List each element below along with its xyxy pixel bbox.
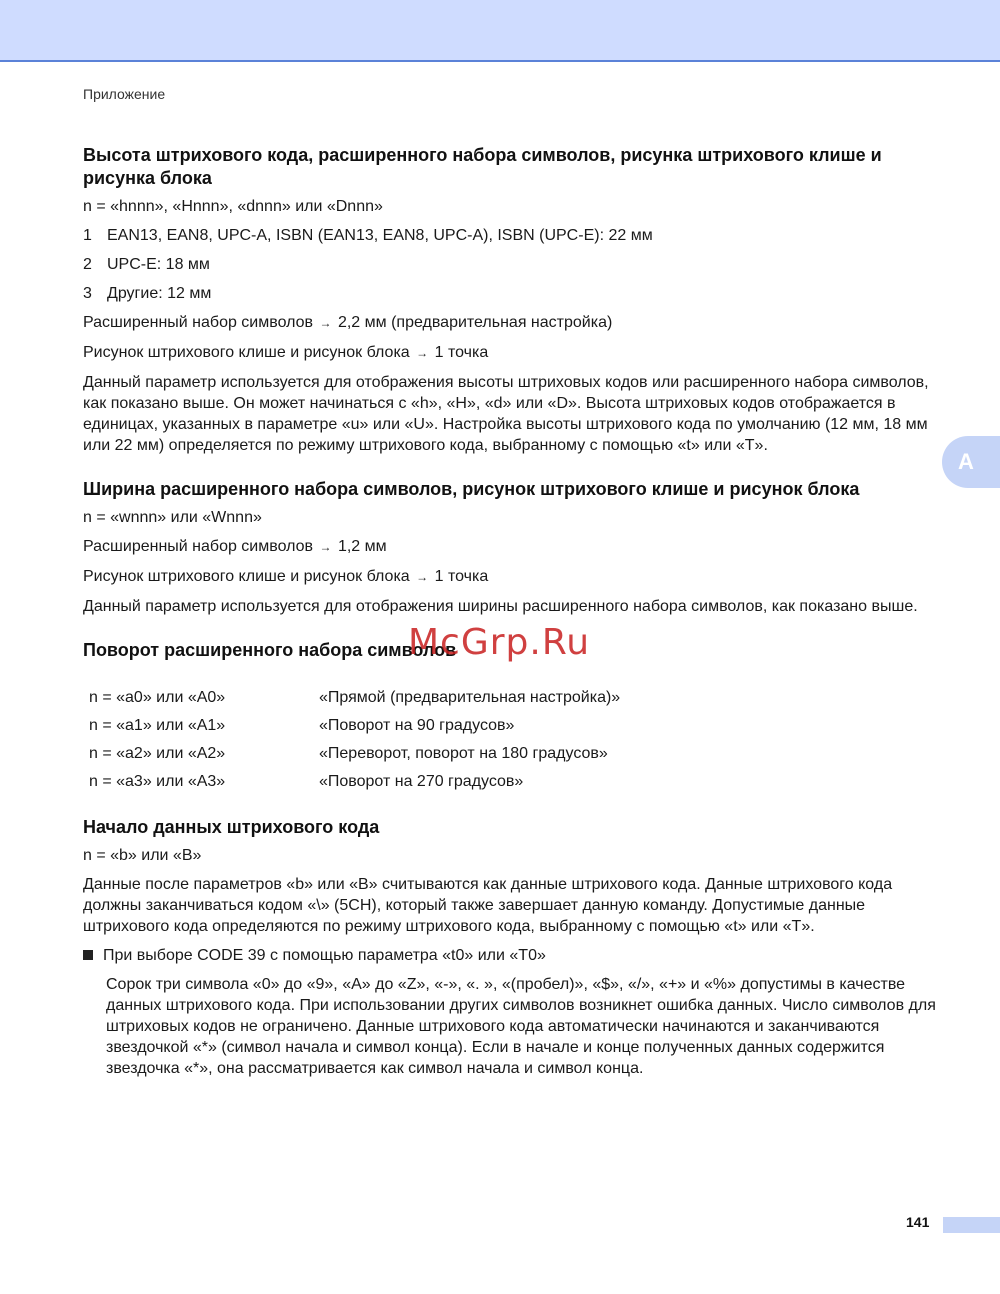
arrow-right-icon: →: [416, 346, 429, 360]
param-data-start: n = «b» или «B»: [83, 847, 202, 864]
section-title-height: Высота штрихового кода, расширенного набора символов, рисунка штрихового клише и рисунка блока: [83, 145, 882, 188]
bullet-item: При выборе CODE 39 с помощью параметра «t0» или «T0»: [83, 945, 943, 966]
table-row: n = «a1» или «A1» «Поворот на 90 градусов»: [89, 717, 515, 734]
description-height: Данный параметр используется для отображения высоты штриховых кодов или расширенного набора символов, как показано выше. Он может начинаться с «h», «H», «d» или «D». Высота штриховых кодов отображается в единицах, указанных в параметре «u» или «U». Настройка высоты штрихового кода по умолчанию (12 мм, 18 мм или 22 мм) определяется по режиму штрихового кода, выбранному с помощью «t» или «T».: [83, 374, 929, 454]
ext-charset-height: Расширенный набор символов → 2,2 мм (предварительная настройка): [83, 314, 613, 331]
chapter-tab: A: [942, 436, 1000, 488]
list-item: 3 Другие: 12 мм: [83, 285, 212, 302]
param-height: n = «hnnn», «Hnnn», «dnnn» или «Dnnn»: [83, 198, 383, 215]
param-width: n = «wnnn» или «Wnnn»: [83, 509, 262, 526]
bullet-description: Сорок три символа «0» до «9», «A» до «Z», «-», «. », «(пробел)», «$», «/», «+» и «%» допустимы в качестве данных штрихового кода. При использовании других символов возникнет ошибка данных. Число символов для штриховых кодов не ограничено. Данные штрихового кода автоматически начинаются и заканчиваются звездочкой «*» (символ начала и символ конца). Если в начале и конце полученных данных содержится звездочка «*», она рассматривается как символ начала и символ конца.: [106, 976, 936, 1077]
page-number: 141: [906, 1214, 930, 1230]
section-title-width: Ширина расширенного набора символов, рисунок штрихового клише и рисунок блока: [83, 479, 860, 499]
ext-charset-width: Расширенный набор символов → 1,2 мм: [83, 538, 387, 555]
arrow-right-icon: →: [319, 316, 332, 330]
description-data-start: Данные после параметров «b» или «B» считываются как данные штрихового кода. Данные штрихового кода должны заканчиваться кодом «\» (5CH), который также завершает данную команду. Допустимые данные штрихового кода определяются по режиму штрихового кода, выбранному с помощью «t» или «T».: [83, 876, 893, 935]
list-item: 2 UPC-E: 18 мм: [83, 256, 210, 273]
picture-height: Рисунок штрихового клише и рисунок блока → 1 точка: [83, 344, 489, 361]
watermark: McGrp.Ru: [408, 622, 591, 663]
page-content: [83, 144, 943, 1087]
header-band: [0, 0, 1000, 62]
table-row: n = «a3» или «A3» «Поворот на 270 градусов»: [89, 773, 524, 790]
section-title-data-start: Начало данных штрихового кода: [83, 817, 380, 837]
arrow-right-icon: →: [319, 540, 332, 554]
section-title-rotation: Поворот расширенного набора символов: [83, 640, 457, 660]
arrow-right-icon: →: [416, 570, 429, 584]
page-number-bar: [943, 1217, 1000, 1233]
description-width: Данный параметр используется для отображения ширины расширенного набора символов, как показано выше.: [83, 598, 918, 615]
picture-width: Рисунок штрихового клише и рисунок блока → 1 точка: [83, 568, 489, 585]
table-row: n = «a0» или «A0» «Прямой (предварительная настройка)»: [89, 689, 621, 706]
rotation-table: [83, 684, 620, 796]
square-bullet-icon: [83, 950, 93, 960]
table-row: n = «a2» или «A2» «Переворот, поворот на 180 градусов»: [89, 745, 608, 762]
breadcrumb: Приложение: [83, 86, 166, 102]
list-item: 1 EAN13, EAN8, UPC-A, ISBN (EAN13, EAN8, UPC-A), ISBN (UPC-E): 22 мм: [83, 227, 653, 244]
